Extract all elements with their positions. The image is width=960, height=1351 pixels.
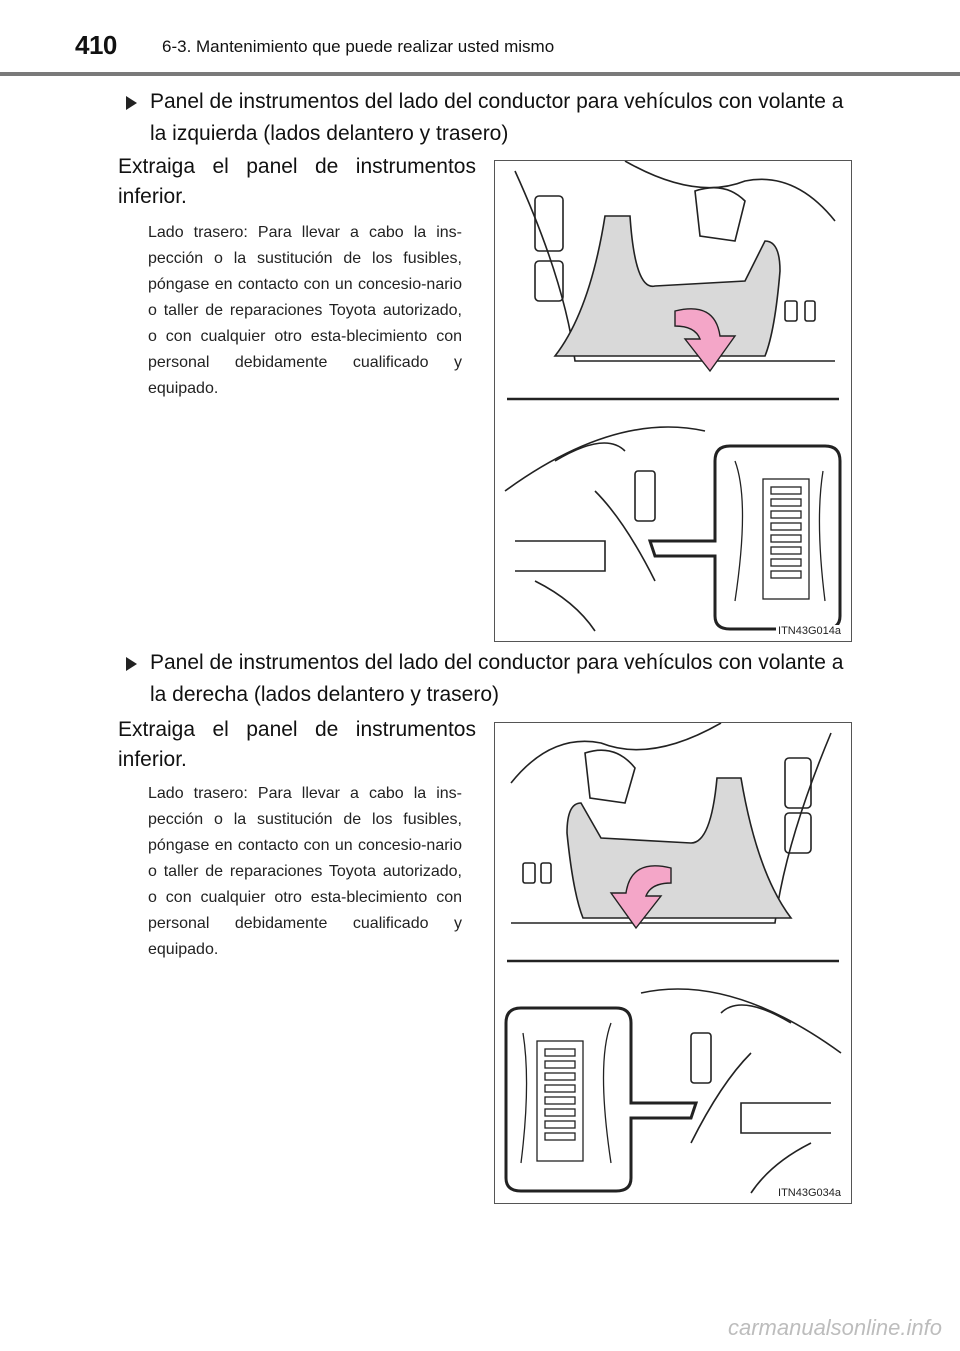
figure-right-hand-drive bbox=[494, 722, 852, 1204]
fuse-panel-illustration bbox=[495, 723, 851, 1203]
instruction-text: Extraiga el panel de instrumentos inferior. bbox=[118, 155, 476, 208]
bullet-heading-right-hand-drive bbox=[126, 647, 856, 711]
figure-code: ITN43G014a bbox=[778, 625, 841, 637]
section-title: 6-3. Mantenimiento que puede realizar usted mismo bbox=[162, 37, 555, 56]
bullet-heading-text: Panel de instrumentos del lado del conductor para vehículos con volante a la derecha (lados delantero y trasero) bbox=[150, 651, 844, 706]
page-number: 410 bbox=[75, 30, 117, 60]
zoom-callout bbox=[650, 446, 840, 629]
note-text: Lado trasero: Para llevar a cabo la ins-pección o la sustitución de los fusibles, póngase en contacto con un concesio-nario o taller de reparaciones Toyota autorizado, o con cualquier otro esta-blecimiento con personal debidamente cualificado y equipado. bbox=[148, 785, 462, 958]
figure-left-hand-drive bbox=[494, 160, 852, 642]
header-rule bbox=[0, 72, 960, 76]
watermark: carmanualsonline.info bbox=[727, 1315, 942, 1340]
lower-panel-cover bbox=[555, 216, 780, 356]
triangle-bullet-icon bbox=[126, 96, 137, 110]
figure-code: ITN43G034a bbox=[778, 1187, 841, 1199]
fuse-panel-illustration bbox=[495, 161, 851, 641]
triangle-bullet-icon bbox=[126, 657, 137, 671]
zoom-callout bbox=[506, 1008, 696, 1191]
note-text: Lado trasero: Para llevar a cabo la ins-pección o la sustitución de los fusibles, póngase en contacto con un concesio-nario o taller de reparaciones Toyota autorizado, o con cualquier otro esta-blecimiento con personal debidamente cualificado y equipado. bbox=[148, 224, 462, 397]
bullet-heading-left-hand-drive bbox=[126, 86, 856, 150]
instruction-text: Extraiga el panel de instrumentos inferior. bbox=[118, 718, 476, 771]
bullet-heading-text: Panel de instrumentos del lado del conductor para vehículos con volante a la izquierda (lados delantero y trasero) bbox=[150, 90, 844, 145]
